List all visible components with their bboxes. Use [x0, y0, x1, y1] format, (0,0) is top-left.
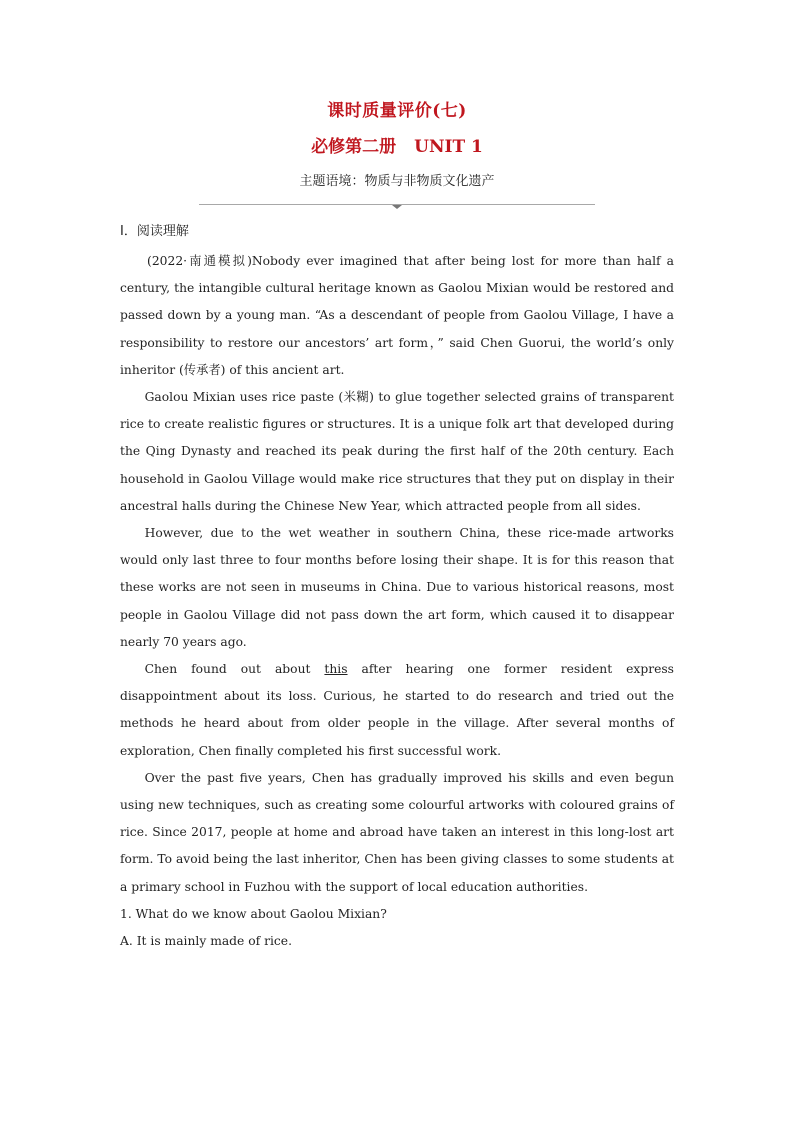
passage-paragraph-5: Over the past five years, Chen has gradually improved his skills and even begun using new techniques, such as creating some colourful artworks with coloured grains of rice. Since 2017, people at home and abroad have taken an interest in this long-lost art form. To avoid being the last inheritor, Chen has been giving classes to some students at a primary school in Fuzhou with the support of local education authorities.	[120, 770, 674, 894]
option-a: A. It is mainly made of rice.	[120, 934, 292, 949]
passage-paragraph-3: However, due to the wet weather in southern China, these rice-made artworks would only last three to four months before losing their shape. It is for this reason that these works are not seen in museums in China. Due to various historical reasons, most people in Gaolou Village did not pass down the art form, which caused it to disappear nearly 70 years ago.	[120, 526, 674, 649]
passage-paragraph-4	[120, 656, 674, 765]
document-body	[120, 222, 674, 955]
question-stem: 1. What do we know about Gaolou Mixian?	[120, 906, 387, 921]
section-heading: Ⅰ．阅读理解	[120, 224, 189, 239]
underlined-word: this	[324, 662, 348, 677]
p4-text-before: Chen found out about	[144, 662, 325, 677]
p4-text-after: after hearing one former resident express disappointment about its loss. Curious, he started to do research and tried out the methods he heard about from older people in the village. After several months of exploration, Chen finally completed his first successful work.	[120, 662, 674, 758]
theme-context: 主题语境：物质与非物质文化遗产	[299, 174, 495, 189]
document-title: 课时质量评价(七)	[327, 101, 467, 121]
passage-paragraph-2: Gaolou Mixian uses rice paste (米糊) to glue together selected grains of transparent rice to create realistic figures or structures. It is a unique folk art that developed during the Qing Dynasty and reached its peak during the first half of the 20th century. Each household in Gaolou Village would make rice structures that they put on display in their ancestral halls during the Chinese New Year, which attracted people from all sides.	[120, 390, 674, 513]
passage-paragraph-1: (2022·南通模拟)Nobody ever imagined that after being lost for more than half a century, the intangible cultural heritage known as Gaolou Mixian would be restored and passed down by a young man. “As a descendant of people from Gaolou Village, I have a responsibility to restore our ancestors’ art form，” said Chen Guorui, the world’s only inheritor (传承者) of this ancient art.	[120, 254, 674, 377]
subtitle-unit: UNIT 1	[414, 137, 483, 157]
divider-marker-icon	[392, 205, 402, 209]
subtitle-book: 必修第二册	[311, 137, 397, 157]
document-subtitle	[0, 132, 794, 157]
